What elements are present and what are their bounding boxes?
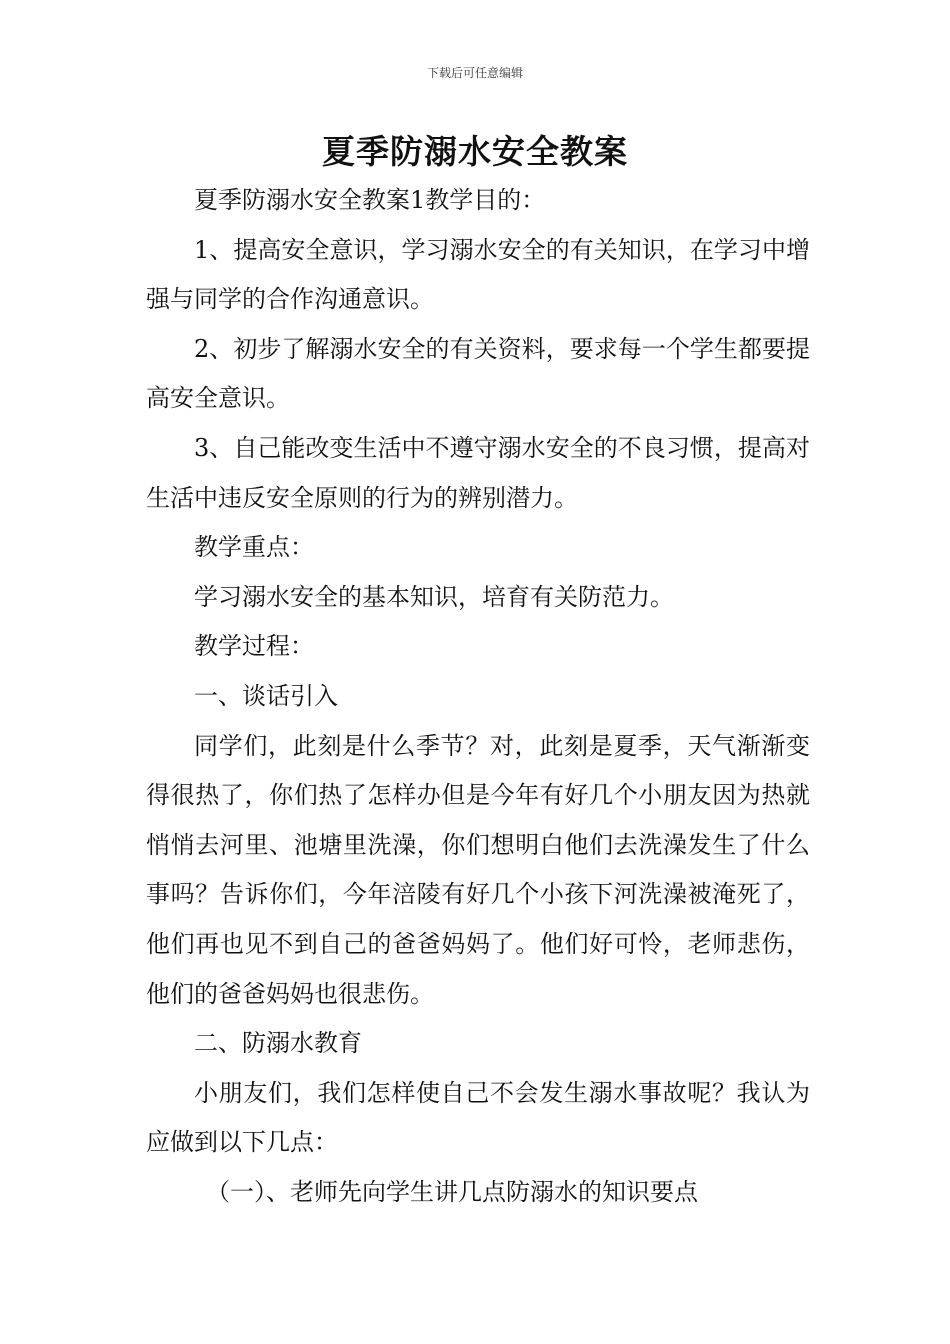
paragraph-section-2-body: 小朋友们，我们怎样使自己不会发生溺水事故呢？我认为应做到以下几点：: [146, 1078, 810, 1157]
paragraph-goal-1: 1、提高安全意识，学习溺水安全的有关知识，在学习中增强与同学的合作沟通意识。: [146, 235, 810, 314]
paragraph-focus-heading: 教学重点：: [194, 533, 314, 562]
paragraph-goal-2: 2、初步了解溺水安全的有关资料，要求每一个学生都要提高安全意识。: [146, 334, 810, 413]
paragraph-section-2-heading: 二、防溺水教育: [194, 1029, 362, 1058]
paragraph-goal-3: 3、自己能改变生活中不遵守溺水安全的不良习惯，提高对生活中违反安全原则的行为的辨别潜力。: [146, 433, 810, 512]
paragraph-section-1-body: 同学们，此刻是什么季节？对，此刻是夏季，天气渐渐变得很热了，你们热了怎样办但是今年有好几个小朋友因为热就悄悄去河里、池塘里洗澡，你们想明白他们去洗澡发生了什么事吗？告诉你们，今年涪陵有好几个小孩下河洗澡被淹死了，他们再也见不到自己的爸爸妈妈了。他们好可怜，老师悲伤，他们的爸爸妈妈也很悲伤。: [146, 731, 810, 1008]
document-title: 夏季防溺水安全教案: [322, 132, 628, 171]
paragraph-subsection-1: （一）、老师先向学生讲几点防溺水的知识要点: [206, 1177, 698, 1206]
document-body: [146, 176, 810, 1217]
paragraph-section-1-heading: 一、谈话引入: [194, 681, 338, 710]
paragraph-process-heading: 教学过程：: [194, 632, 314, 661]
paragraph-focus: 学习溺水安全的基本知识，培育有关防范力。: [194, 582, 674, 611]
paragraph-intro: 夏季防溺水安全教案1教学目的：: [194, 186, 546, 214]
header-note: 下载后可任意编辑: [426, 66, 523, 80]
